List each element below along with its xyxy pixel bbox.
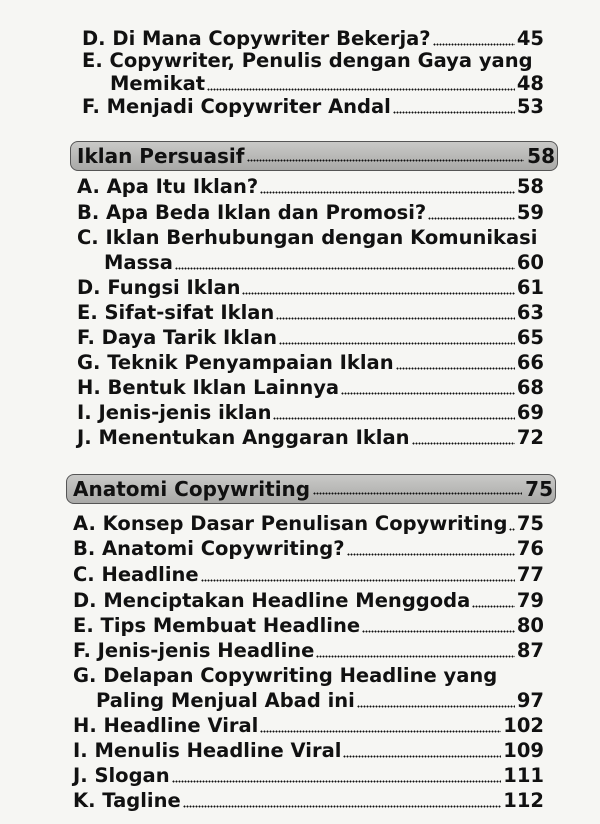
toc-entry bbox=[96, 688, 544, 714]
entry-label: E. Sifat-sifat Iklan bbox=[77, 301, 275, 324]
entry-page: 72 bbox=[516, 426, 544, 449]
dot-leader bbox=[433, 43, 515, 46]
chapter-header bbox=[66, 474, 556, 504]
dot-leader bbox=[172, 780, 502, 783]
dot-leader bbox=[357, 705, 515, 708]
entry-label: D. Di Mana Copywriter Bekerja? bbox=[82, 27, 431, 50]
entry-page: 58 bbox=[516, 175, 544, 198]
entry-page: 68 bbox=[516, 376, 544, 399]
entry-label-cont: Memikat bbox=[110, 72, 206, 95]
chapter-page: 75 bbox=[525, 477, 553, 501]
toc-entry bbox=[77, 325, 544, 351]
chapter-page: 58 bbox=[527, 144, 555, 168]
dot-leader bbox=[472, 605, 515, 608]
entry-label: H. Headline Viral bbox=[73, 714, 259, 737]
entry-label: A. Konsep Dasar Penulisan Copywriting bbox=[73, 512, 508, 535]
toc-entry bbox=[77, 375, 544, 401]
dot-leader bbox=[276, 317, 515, 320]
entry-page: 80 bbox=[516, 614, 544, 637]
dot-leader bbox=[183, 805, 502, 808]
entry-page: 76 bbox=[516, 537, 544, 560]
entry-label-cont: Paling Menjual Abad ini bbox=[96, 689, 355, 712]
entry-label: I. Jenis-jenis iklan bbox=[77, 401, 272, 424]
dot-leader bbox=[316, 655, 514, 658]
toc-entry bbox=[73, 562, 544, 588]
entry-page: 59 bbox=[516, 201, 544, 224]
entry-label: E. Copywriter, Penulis dengan Gaya yang bbox=[82, 49, 533, 72]
entry-page: 48 bbox=[516, 72, 544, 95]
entry-page: 45 bbox=[516, 27, 544, 50]
dot-leader bbox=[393, 111, 515, 114]
entry-page: 102 bbox=[503, 714, 544, 737]
toc-entry bbox=[77, 350, 544, 376]
dot-leader bbox=[341, 392, 515, 395]
dot-leader bbox=[247, 159, 524, 162]
entry-page: 75 bbox=[516, 512, 544, 535]
dot-leader bbox=[509, 528, 514, 531]
entry-label: K. Tagline bbox=[73, 789, 181, 812]
toc-entry bbox=[73, 588, 544, 614]
entry-page: 79 bbox=[516, 589, 544, 612]
toc-entry bbox=[77, 425, 544, 451]
dot-leader bbox=[412, 442, 515, 445]
dot-leader bbox=[279, 342, 515, 345]
dot-leader bbox=[347, 553, 515, 556]
toc-entry bbox=[77, 174, 544, 200]
toc-entry bbox=[73, 763, 544, 789]
dot-leader bbox=[313, 492, 522, 495]
entry-page: 77 bbox=[516, 563, 544, 586]
entry-label: D. Menciptakan Headline Menggoda bbox=[73, 589, 471, 612]
entry-page: 87 bbox=[516, 639, 544, 662]
toc-entry bbox=[77, 275, 544, 301]
dot-leader bbox=[396, 367, 515, 370]
toc-entry bbox=[73, 713, 544, 739]
entry-label: H. Bentuk Iklan Lainnya bbox=[77, 376, 340, 399]
toc-entry bbox=[77, 200, 544, 226]
entry-label: G. Teknik Penyampaian Iklan bbox=[77, 351, 394, 374]
dot-leader bbox=[260, 191, 515, 194]
entry-page: 69 bbox=[516, 401, 544, 424]
toc-entry bbox=[73, 613, 544, 639]
toc-entry bbox=[77, 400, 544, 426]
entry-page: 60 bbox=[516, 251, 544, 274]
toc-entry bbox=[77, 300, 544, 326]
entry-label: C. Headline bbox=[73, 563, 199, 586]
entry-label: I. Menulis Headline Viral bbox=[73, 739, 342, 762]
entry-label: B. Apa Beda Iklan dan Promosi? bbox=[77, 201, 427, 224]
toc-entry bbox=[73, 638, 544, 664]
entry-page: 61 bbox=[516, 276, 544, 299]
entry-label-cont: Massa bbox=[104, 251, 173, 274]
entry-label: A. Apa Itu Iklan? bbox=[77, 175, 259, 198]
chapter-title: Iklan Persuasif bbox=[77, 144, 245, 168]
entry-page: 109 bbox=[503, 739, 544, 762]
chapter-title: Anatomi Copywriting bbox=[73, 477, 311, 501]
dot-leader bbox=[201, 579, 515, 582]
entry-page: 53 bbox=[516, 95, 544, 118]
entry-page: 112 bbox=[503, 789, 544, 812]
entry-label: F. Menjadi Copywriter Andal bbox=[82, 95, 391, 118]
entry-label: G. Delapan Copywriting Headline yang bbox=[73, 664, 498, 687]
entry-label: E. Tips Membuat Headline bbox=[73, 614, 361, 637]
dot-leader bbox=[242, 292, 514, 295]
entry-page: 65 bbox=[516, 326, 544, 349]
entry-label: F. Daya Tarik Iklan bbox=[77, 326, 278, 349]
entry-label: B. Anatomi Copywriting? bbox=[73, 537, 345, 560]
entry-label: D. Fungsi Iklan bbox=[77, 276, 241, 299]
toc-entry bbox=[73, 511, 544, 537]
entry-label: J. Menentukan Anggaran Iklan bbox=[77, 426, 410, 449]
dot-leader bbox=[175, 267, 515, 270]
dot-leader bbox=[273, 417, 514, 420]
dot-leader bbox=[207, 88, 515, 91]
entry-page: 66 bbox=[516, 351, 544, 374]
dot-leader bbox=[428, 217, 515, 220]
toc-entry bbox=[82, 94, 544, 120]
entry-label: F. Jenis-jenis Headline bbox=[73, 639, 315, 662]
entry-page: 63 bbox=[516, 301, 544, 324]
entry-label: J. Slogan bbox=[73, 764, 170, 787]
dot-leader bbox=[362, 630, 515, 633]
toc-entry bbox=[73, 788, 544, 814]
toc-entry bbox=[104, 250, 544, 276]
entry-label: C. Iklan Berhubungan dengan Komunikasi bbox=[77, 226, 538, 249]
toc-entry bbox=[73, 738, 544, 764]
entry-page: 111 bbox=[503, 764, 544, 787]
chapter-header bbox=[70, 141, 558, 171]
dot-leader bbox=[260, 730, 501, 733]
entry-page: 97 bbox=[516, 689, 544, 712]
toc-entry bbox=[73, 536, 544, 562]
dot-leader bbox=[343, 755, 501, 758]
